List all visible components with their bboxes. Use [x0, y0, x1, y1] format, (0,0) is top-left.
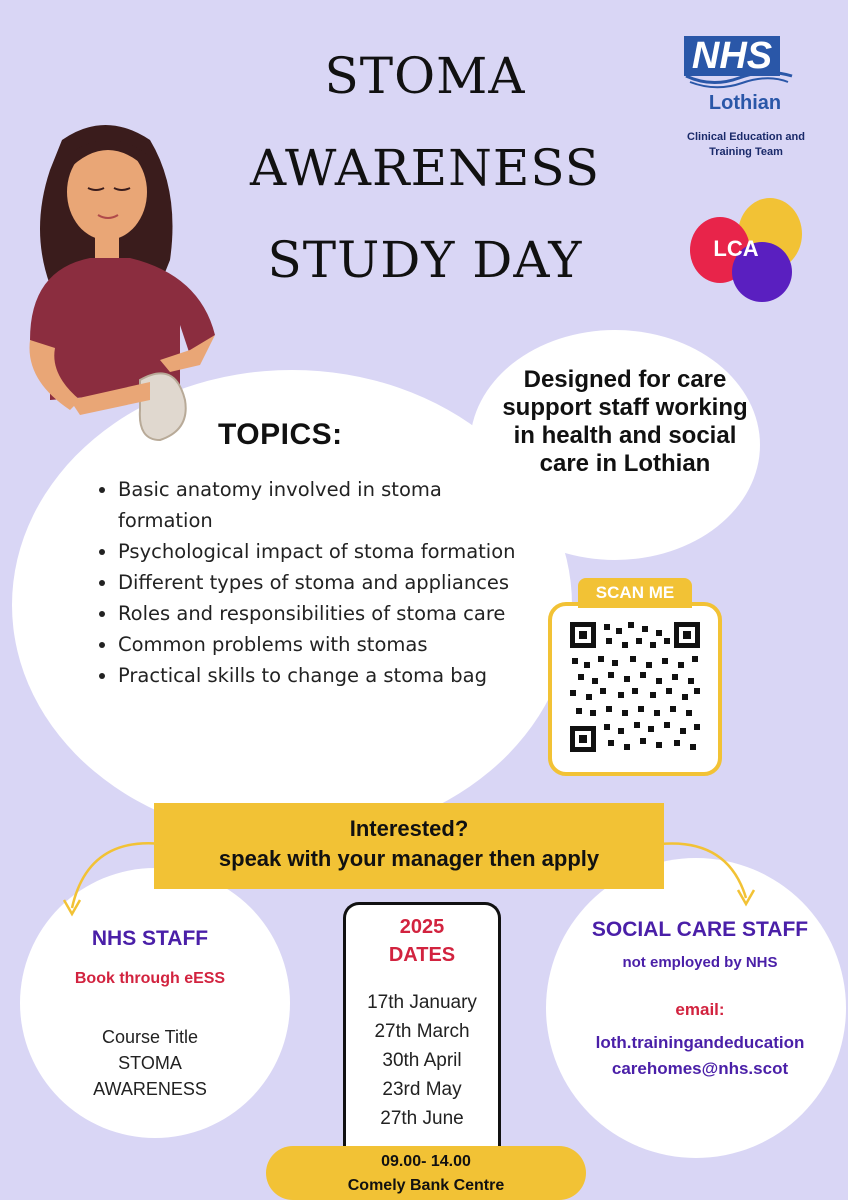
course-title-line-1: STOMA	[118, 1053, 182, 1073]
topic-item: • Psychological impact of stoma formation	[118, 536, 538, 567]
email-line-2[interactable]: carehomes@nhs.scot	[611, 1059, 789, 1078]
title-line-2: AWARENESS	[249, 139, 601, 197]
email-address[interactable]	[556, 1030, 844, 1082]
banner-line-2: speak with your manager then apply	[218, 846, 600, 871]
date-item: 27th March	[374, 1021, 470, 1042]
session-time: 09.00- 14.00	[381, 1153, 471, 1170]
dates-year: 2025	[399, 916, 445, 938]
scan-me-label: SCAN ME	[578, 578, 692, 608]
time-venue-text	[266, 1150, 586, 1198]
qr-code-icon[interactable]	[570, 622, 700, 752]
right-arrow-icon	[658, 838, 768, 918]
date-item: 27th June	[380, 1108, 464, 1129]
date-item: 17th January	[367, 992, 477, 1013]
topic-item: • Practical skills to change a stoma bag	[118, 660, 538, 691]
topic-item: • Different types of stoma and appliances	[118, 567, 538, 598]
topics-heading: TOPICS:	[218, 418, 343, 451]
topic-item: • Roles and responsibilities of stoma care	[118, 598, 538, 629]
topics-list	[94, 474, 538, 691]
course-title-line-2: AWARENESS	[93, 1079, 207, 1099]
nhs-staff-heading: NHS STAFF	[91, 927, 209, 950]
venue: Comely Bank Centre	[347, 1177, 505, 1194]
email-line-1[interactable]: loth.trainingandeducation	[595, 1033, 805, 1052]
audience-statement: Designed for care support staff working in health and social care in Lothian	[502, 366, 748, 477]
nhs-staff-booking: Book through eESS	[74, 970, 226, 987]
topic-item: • Basic anatomy involved in stoma formation	[118, 474, 538, 536]
date-item: 30th April	[382, 1050, 462, 1071]
woman-illustration	[10, 110, 230, 450]
qr-code-frame[interactable]	[548, 602, 722, 776]
nhs-wave-icon	[684, 70, 794, 90]
email-label: email:	[675, 1000, 725, 1019]
page-title	[200, 30, 650, 306]
course-title-block	[40, 1024, 260, 1102]
lca-logo	[690, 192, 810, 312]
social-care-heading: SOCIAL CARE STAFF	[591, 918, 809, 941]
nhs-team: Clinical Education and Training Team	[687, 131, 805, 158]
title-line-1: STOMA	[324, 47, 526, 105]
date-item: 23rd May	[382, 1079, 462, 1100]
dates-label: DATES	[388, 944, 456, 966]
left-arrow-icon	[58, 838, 168, 928]
interested-banner-text	[154, 814, 664, 874]
social-care-sub: not employed by NHS	[622, 954, 778, 971]
dates-list	[346, 988, 498, 1133]
dates-heading	[346, 913, 498, 969]
lca-logo-text: LCA	[713, 236, 759, 261]
banner-line-1: Interested?	[349, 816, 469, 841]
nhs-region: Lothian	[708, 92, 782, 114]
nhs-logo: NHS	[684, 36, 780, 76]
course-title-label: Course Title	[101, 1027, 199, 1047]
topic-item: • Common problems with stomas	[118, 629, 538, 660]
title-line-3: STUDY DAY	[267, 231, 583, 289]
